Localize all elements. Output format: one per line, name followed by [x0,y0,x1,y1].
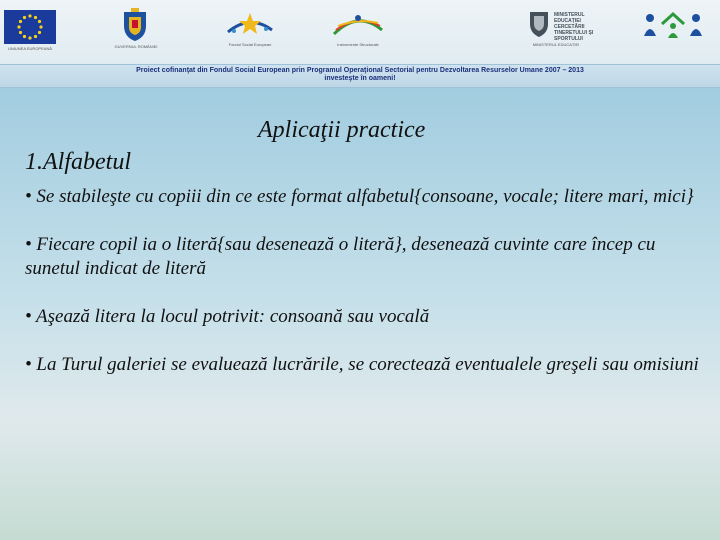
bullet-item: • Fiecare copil ia o literă{sau desenează o literă}, desenează cuvinte care încep cu sunetul indicat de literă [25,234,656,279]
ministry-education-crest-icon [528,10,550,38]
ministry-caption: MINISTERUL EDUCAȚIEI [532,42,580,47]
bullet-item: • Se stabileşte cu copiii din ce este format alfabetul{consoane, vocale; litere mari, mici} [25,186,694,207]
is-caption: Instrumente Structurale [337,42,379,47]
fse-star-logo-icon [222,10,278,40]
banner-text [0,67,720,83]
people-house-logo-icon [640,6,706,42]
banner-line-1: Proiect cofinanţat din Fondul Social European prin Programul Operaţional Sectorial pentru Dezvoltarea Resurselor Umane 2007 – 2013 [136,67,584,74]
eu-caption: UNIUNEA EUROPEANĂ [7,46,52,51]
bullet-list [25,185,705,401]
bullet-item: • Aşează litera la locul potrivit: consoană sau vocală [25,306,430,327]
eu-flag-icon [4,10,56,44]
gov-caption: GUVERNUL ROMÂNIEI [114,44,158,49]
project-banner [0,64,720,88]
instrumente-structurale-logo-icon [330,8,386,40]
logo-header [0,0,720,88]
slide-subtitle: 1.Alfabetul [25,149,131,175]
banner-line-2: investeşte în oameni! [324,75,396,82]
bullet-item: • La Turul galeriei se evaluează lucrările, se corectează eventualele greşeli sau omisiuni [25,354,699,375]
romanian-coat-of-arms-icon [120,8,150,42]
fse-caption: Fondul Social European [228,42,272,47]
slide-title: Aplicaţii practice [258,117,426,143]
ministry-text: MINISTERUL EDUCAȚIEI CERCETĂRII TINERETULUI ȘI SPORTULUI [554,12,594,42]
